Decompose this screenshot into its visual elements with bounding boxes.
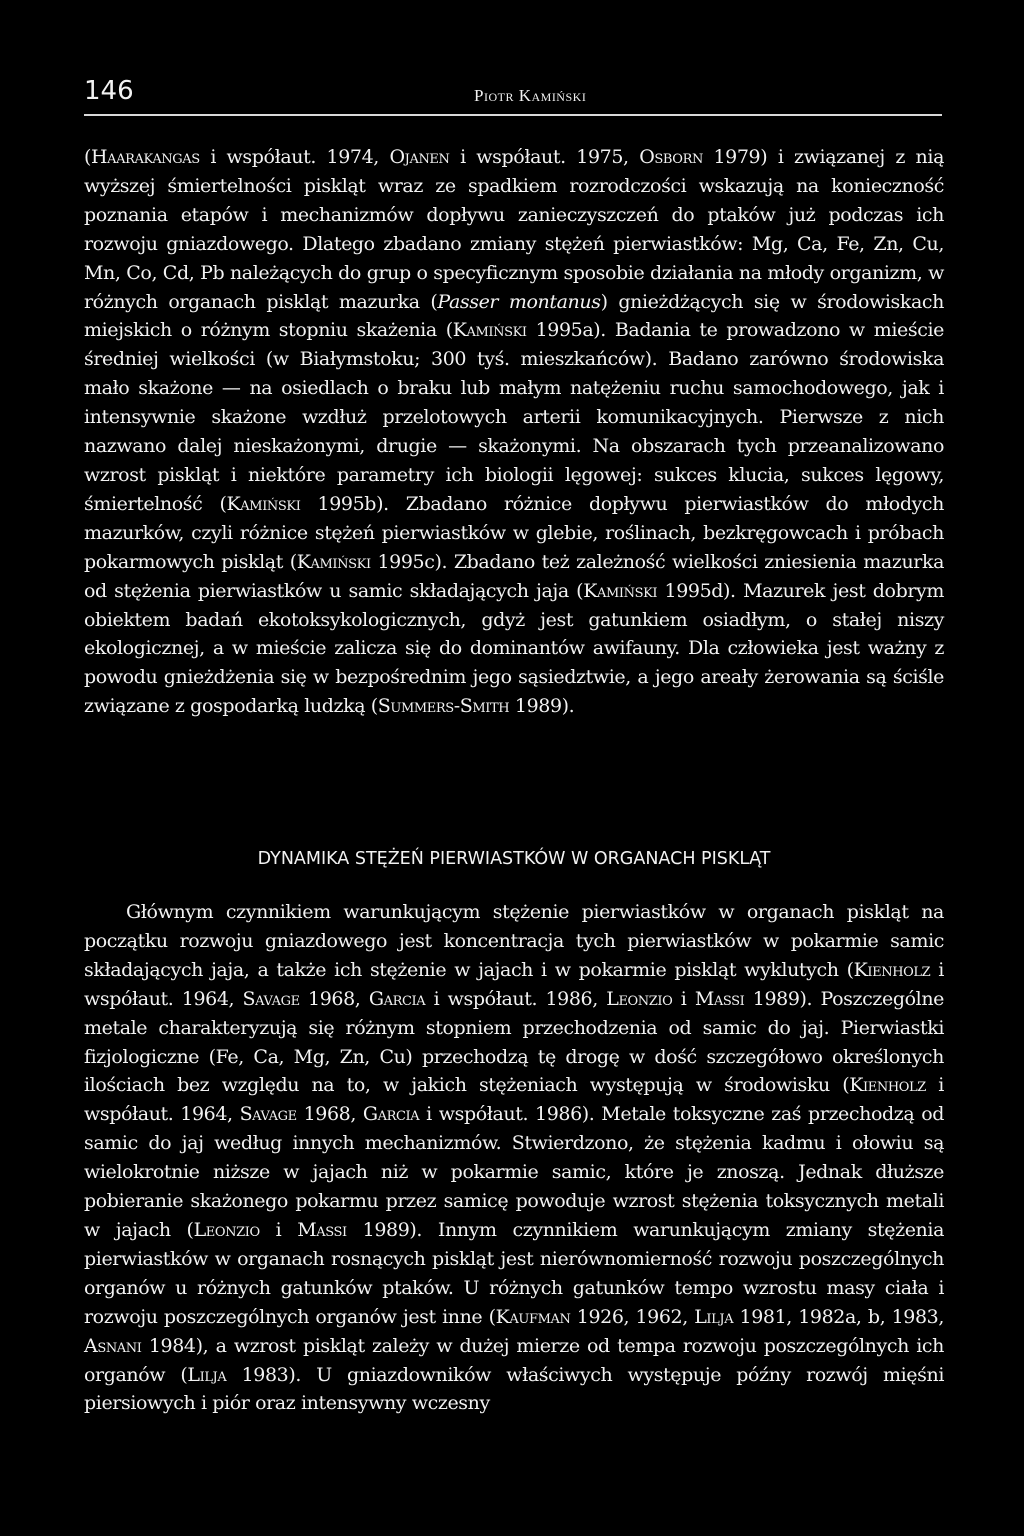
- text-run: i: [259, 1218, 298, 1241]
- citation-author: Garcia: [368, 987, 426, 1010]
- text-run: 1979) i związanej z nią wyższej śmiertelności piskląt wraz ze spadkiem rozrodczości wskazują na konieczność poznania etapów i mechanizmów dopływu zanieczyszczeń do ptaków już podczas ich rozwoju gniazdowego. Dlatego zbadano zmiany stężeń pierwiastków: Mg, Ca, Fe, Zn, Cu, Mn, Co, Cd, Pb należących do grup o specyficznym sposobie działania na młody organizm, w różnych organach piskląt mazurka (: [84, 146, 945, 313]
- citation-author: Summers-Smith: [377, 695, 510, 718]
- citation-author: Savage: [239, 1103, 297, 1126]
- citation-author: Massi: [694, 987, 745, 1010]
- text-run: 1995a). Badania te prowadzono w mieście średniej wielkości (w Białymstoku; 300 tyś. mieszkańców). Badano zarówno środowiska mało skażone — na osiedlach o braku lub małym natężeniu ruchu samochodowego, jak i intensywnie skażone wzdłuż przelotowych arterii komunikacyjnych. Pierwsze z nich nazwano dalej nieskażonymi, drugie — skażonymi. Na obszarach tych przeanalizowano wzrost piskląt i niektóre parametry ich biologii lęgowej: sukces klucia, sukces lęgowy, śmiertelność (: [84, 319, 944, 515]
- page-number: 146: [84, 76, 134, 106]
- text-run: 1995c). Zbadano też zależność wielkości zniesienia mazurka od stężenia pierwiastków u samic składających jaja (: [84, 550, 945, 602]
- text-run: i współaut. 1974,: [199, 146, 390, 168]
- citation-author: Leonzio: [606, 987, 673, 1010]
- citation-author: Kaufman: [495, 1305, 571, 1328]
- species-name: Passer montanus: [437, 290, 601, 313]
- text-run: 1983). U gniazdowników właściwych występuje późny rozwój mięśni piersiowych i piór oraz intensywny wczesny: [84, 1363, 944, 1415]
- citation-author: Asnani: [84, 1334, 142, 1357]
- citation-author: Savage: [242, 987, 300, 1010]
- citation-author: Haarakangas: [91, 146, 200, 168]
- text-run: i współaut. 1986,: [425, 987, 607, 1010]
- citation-author: Kienholz: [853, 958, 931, 981]
- text-run: i współaut. 1964,: [84, 1074, 944, 1126]
- text-run: 1968,: [299, 987, 369, 1010]
- text-run: i współaut. 1986). Metale toksyczne zaś przechodzą od samic do jaj według innych mechanizmów. Stwierdzono, że stężenia kadmu i ołowiu są wielokrotnie niższe w jajach niż w pokarmie samic, które je znoszą. Jednak dłuższe pobieranie skażonego pokarmu przez samicę powoduje wzrost stężenia toksycznych metali w jajach (: [84, 1103, 944, 1241]
- citation-author: Kamiński: [452, 319, 527, 342]
- text-run: ) gnieżdżących się w środowiskach miejskich o różnym stopniu skażenia (: [84, 290, 944, 342]
- citation-author: Garcia: [362, 1103, 420, 1126]
- text-run: 1968,: [296, 1103, 363, 1126]
- citation-author: Leonzio: [193, 1218, 260, 1241]
- section-paragraph: [84, 898, 944, 1418]
- text-run: (: [84, 146, 92, 168]
- text-run: i współaut. 1964,: [84, 958, 944, 1010]
- text-run: 1989). Innym czynnikiem warunkującym zmiany stężenia pierwiastków w organach rosnących piskląt jest nierównomierność rozwoju poszczególnych organów u różnych gatunków ptaków. U różnych gatunków tempo wzrostu masy ciała i rozwoju poszczególnych organów jest inne (: [84, 1218, 944, 1328]
- text-run: 1989). Poszczególne metale charakteryzują się różnym stopniem przechodzenia od samic do jaj. Pierwiastki fizjologiczne (Fe, Ca, Mg, Zn, Cu) przechodzą tę drogę w dość szczegółowo określonych ilościach bez względu na to, w jakich stężeniach występują w środowisku (: [84, 987, 944, 1097]
- text-run: 1984), a wzrost piskląt zależy w dużej mierze od tempa rozwoju poszczególnych ich organów (: [84, 1334, 944, 1386]
- text-run: 1989).: [509, 695, 575, 718]
- citation-author: Kamiński: [583, 579, 658, 602]
- text-run: i: [672, 987, 695, 1010]
- header-rule: [84, 114, 942, 116]
- citation-author: Kamiński: [226, 492, 301, 515]
- citation-author: Massi: [297, 1218, 347, 1241]
- citation-author: Osborn: [639, 146, 703, 168]
- citation-author: Kienholz: [849, 1074, 926, 1097]
- section-heading: DYNAMIKA STĘŻEŃ PIERWIASTKÓW W ORGANACH PISKLĄT: [257, 849, 771, 869]
- text-run: 1995b). Zbadano różnice dopływu pierwiastków do młodych mazurków, czyli różnice stężeń pierwiastków w glebie, roślinach, bezkręgowcach i próbach pokarmowych piskląt (: [84, 492, 945, 573]
- text-run: 1995d). Mazurek jest dobrym obiektem badań ekotoksykologicznych, gdyż jest gatunkiem osiadłym, o stałej niszy ekologicznej, a w mieście zalicza się do dominantów awifauny. Dla człowieka jest ważny z powodu gnieżdżenia się w bezpośrednim jego sąsiedztwie, a jego areały żerowania są ściśle związane z gospodarką ludzką (: [84, 579, 944, 718]
- text-run: 1981, 1982a, b, 1983,: [733, 1305, 944, 1328]
- running-head: Piotr Kamiński: [474, 86, 587, 105]
- text-run: i współaut. 1975,: [449, 146, 640, 168]
- text-run: Głównym czynnikiem warunkującym stężenie pierwiastków w organach piskląt na początku rozwoju gniazdowego jest koncentracja tych pierwiastków w pokarmie samic składających jaja, a także ich stężenie w jajach i w pokarmie piskląt wyklutych (: [84, 901, 944, 981]
- text-run: 1926, 1962,: [570, 1305, 695, 1328]
- citation-author: Lilja: [187, 1363, 227, 1386]
- citation-author: Lilja: [694, 1305, 734, 1328]
- intro-paragraph: [84, 143, 944, 721]
- citation-author: Kamiński: [296, 550, 371, 573]
- citation-author: Ojanen: [389, 146, 450, 168]
- page-header: [84, 76, 942, 118]
